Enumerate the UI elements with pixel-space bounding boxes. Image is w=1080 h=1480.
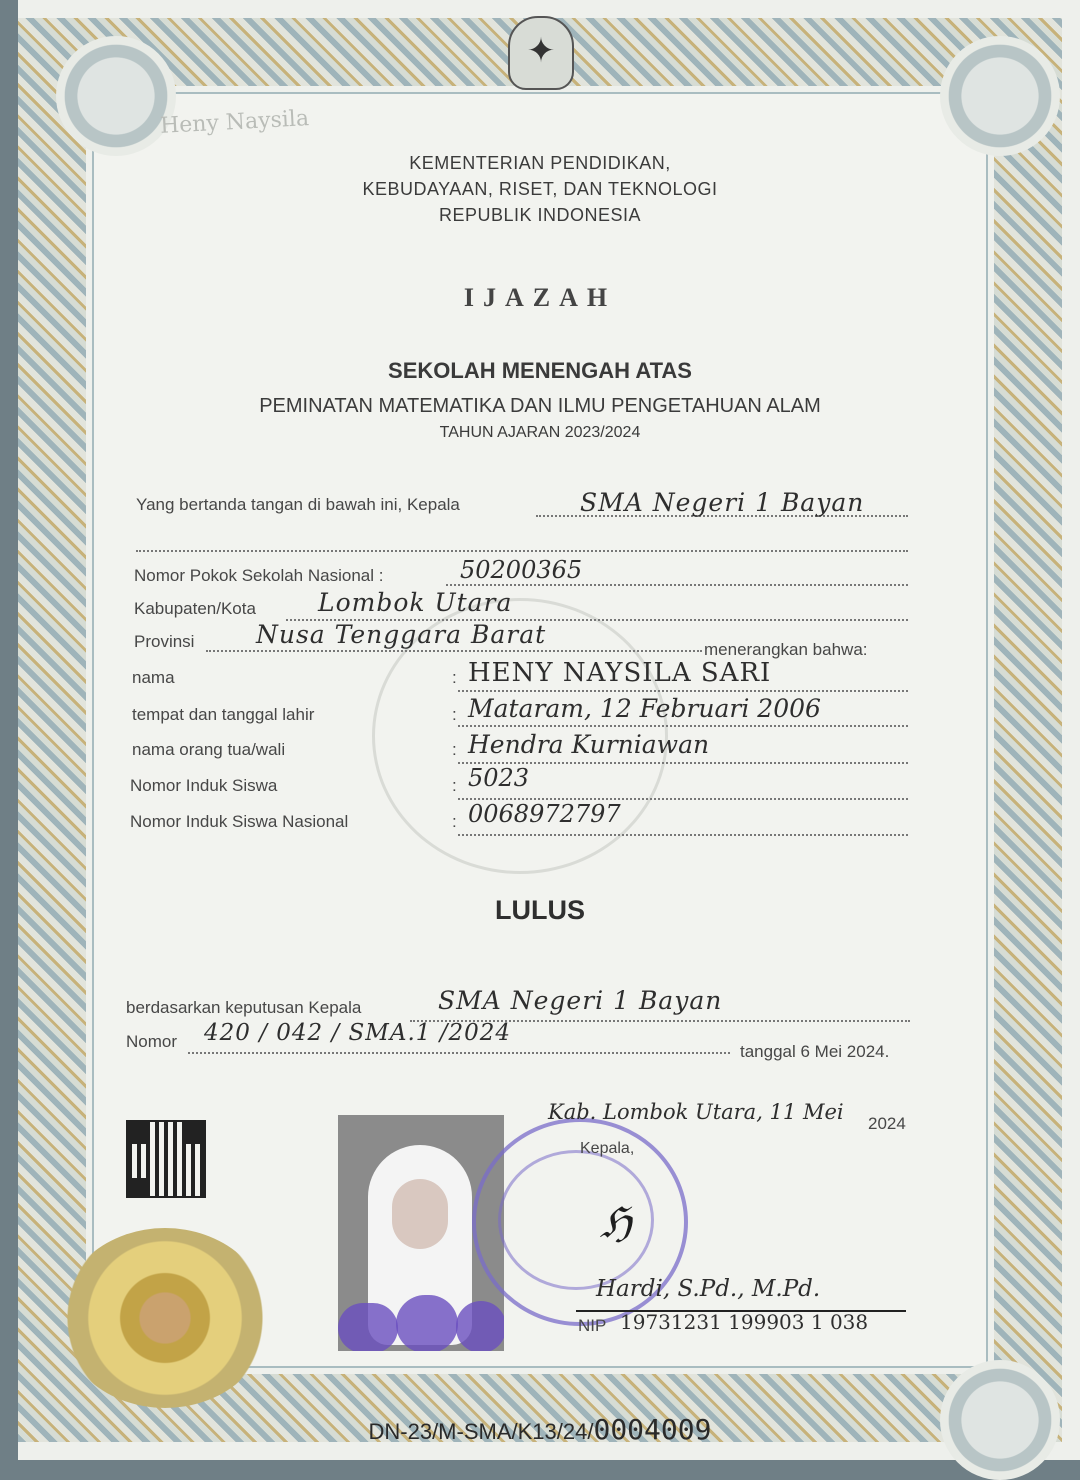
student-name: HENY NAYSILA SARI bbox=[468, 658, 772, 688]
decision-number: 420 / 042 / SMA.1 /2024 bbox=[204, 1020, 511, 1046]
colon: : bbox=[452, 776, 457, 795]
major: PEMINATAN MATEMATIKA DAN ILMU PENGETAHUAN ALAM bbox=[259, 395, 821, 417]
colon: : bbox=[452, 812, 457, 831]
regency-value: Lombok Utara bbox=[318, 588, 513, 617]
nis-label: Nomor Induk Siswa bbox=[130, 776, 278, 795]
head-label: Yang bertanda tangan di bawah ini, Kepala bbox=[136, 495, 460, 514]
serial-prefix: DN-23/M-SMA/K13/24/ bbox=[368, 1419, 594, 1444]
nip-value: 19731231 199903 1 038 bbox=[620, 1310, 869, 1334]
nis-value: 5023 bbox=[468, 764, 530, 792]
ministry-line: KEMENTERIAN PENDIDIKAN, bbox=[409, 153, 671, 173]
signatory-name: Hardi, S.Pd., M.Pd. bbox=[596, 1276, 821, 1302]
document-title: IJAZAH bbox=[463, 283, 617, 312]
corner-ornament bbox=[940, 36, 1060, 156]
dotted-line bbox=[458, 725, 908, 727]
birth-value: Mataram, 12 Februari 2006 bbox=[468, 694, 821, 723]
nip-label: NIP bbox=[578, 1316, 607, 1335]
serial-number: 0004009 bbox=[593, 1413, 712, 1446]
dotted-line bbox=[136, 550, 908, 552]
academic-year: TAHUN AJARAN 2023/2024 bbox=[439, 424, 641, 441]
nisn-value: 0068972797 bbox=[468, 800, 621, 828]
dotted-line bbox=[446, 584, 908, 586]
gold-hologram-seal bbox=[60, 1228, 270, 1408]
colon: : bbox=[452, 740, 457, 759]
province-value: Nusa Tenggara Barat bbox=[256, 620, 547, 649]
signature-role: Kepala, bbox=[580, 1140, 635, 1157]
ministry-line: REPUBLIK INDONESIA bbox=[438, 205, 642, 225]
dotted-line bbox=[458, 834, 908, 836]
dotted-line bbox=[188, 1052, 730, 1054]
colon: : bbox=[452, 705, 457, 724]
colon: : bbox=[452, 668, 457, 687]
signature-year: 2024 bbox=[868, 1114, 906, 1133]
dotted-line bbox=[206, 650, 702, 652]
birth-label: tempat dan tanggal lahir bbox=[132, 705, 315, 724]
ministry-line: KEBUDAYAAN, RISET, DAN TEKNOLOGI bbox=[362, 179, 718, 199]
ministry-header bbox=[0, 150, 1080, 228]
number-label: Nomor bbox=[126, 1032, 178, 1051]
parent-value: Hendra Kurniawan bbox=[468, 730, 710, 759]
head-value: SMA Negeri 1 Bayan bbox=[580, 488, 865, 517]
pencil-note: Heny Naysila bbox=[159, 106, 310, 139]
decision-date: tanggal 6 Mei 2024. bbox=[740, 1042, 890, 1061]
handwritten-signature: ℌ bbox=[600, 1198, 632, 1247]
decision-value: SMA Negeri 1 Bayan bbox=[438, 986, 723, 1015]
corner-ornament bbox=[56, 36, 176, 156]
states-label: menerangkan bahwa: bbox=[704, 640, 868, 659]
certificate-serial bbox=[0, 1413, 1080, 1446]
decision-label: berdasarkan keputusan Kepala bbox=[126, 998, 362, 1017]
dotted-line bbox=[458, 690, 908, 692]
garuda-emblem-icon: ✦ bbox=[508, 16, 574, 90]
province-label: Provinsi bbox=[134, 632, 195, 651]
graduation-result: LULUS bbox=[495, 895, 585, 925]
school-type: SEKOLAH MENENGAH ATAS bbox=[388, 358, 692, 383]
nisn-label: Nomor Induk Siswa Nasional bbox=[130, 812, 349, 831]
signature-place-date: Kab. Lombok Utara, 11 Mei bbox=[548, 1100, 844, 1124]
name-label: nama bbox=[132, 668, 175, 687]
regency-label: Kabupaten/Kota bbox=[134, 599, 256, 618]
qr-code bbox=[126, 1120, 206, 1198]
parent-label: nama orang tua/wali bbox=[132, 740, 286, 759]
npsn-label: Nomor Pokok Sekolah Nasional : bbox=[134, 566, 384, 585]
npsn-value: 50200365 bbox=[460, 556, 583, 584]
